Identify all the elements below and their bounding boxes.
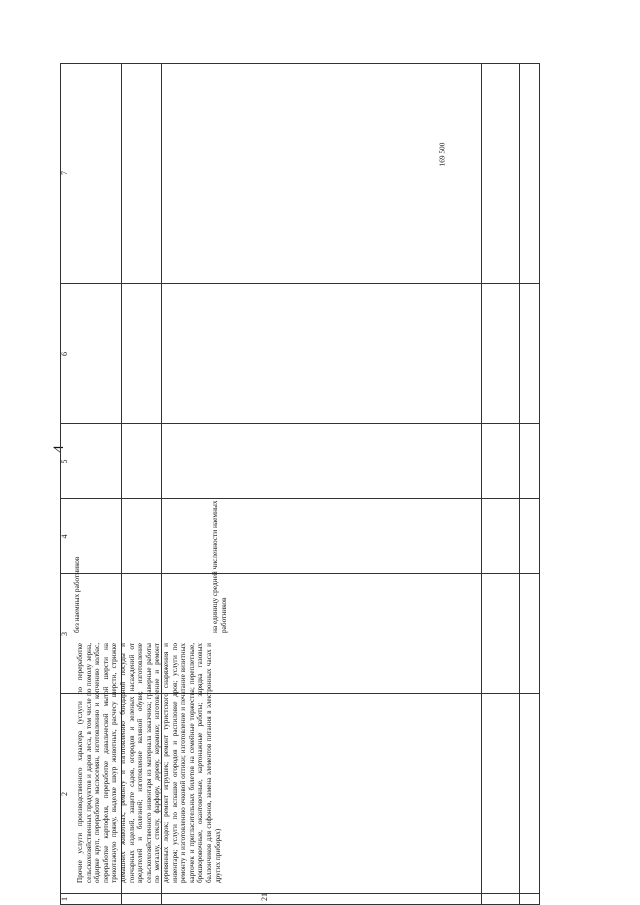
header-col-5: 5 xyxy=(60,459,69,464)
header-col-3: 3 xyxy=(60,632,69,636)
row-number: 21 xyxy=(260,893,269,901)
row-sub-label: без наемных работников xyxy=(72,556,81,633)
row-sub-label: на единицу средней численности наемных работников xyxy=(210,500,228,633)
header-col-4: 4 xyxy=(60,534,69,539)
row-description: Прочие услуги производственного характера (услуги по переработке сельскохозяйственных продуктов и даров леса, в том числе по помолу зерна, обдирке круп, переработке маслосемян, изготовлению и копчению колбас, переработке картофеля, переработке давальческой мытой шерсти на трикотажную пряжу, выделке шкур животных, расчесу шерсти, стрижке домашних животных, ремонту и изготовлению бондарной посуды и гончарных изделий, защите садов, огородов и зеленых насаждений от вредителей и болезней; изготовление валяной обуви; изготовление сельскохозяйственного инвентаря из материала заказчика; граверные работы по металлу, стеклу, фарфору, дереву, керамике; изготовление и ремонт деревянных лодок; ремонт игрушек; ремонт туристского снаряжения и инвентаря; услуги по вспашке огородов и распиловке дров; услуги по ремонту и изготовлению очковой оптики; изготовление и печатание визитных карточек и пригласительных билетов на семейные торжества; переплетные, брошюровочные, окантовочные, картонажные работы; зарядка газовых баллончиков для сифонов, замена элементов питания в электронных часах и других приборах) xyxy=(76,643,222,883)
header-col-6: 6 xyxy=(60,352,69,356)
header-col-1: 1 xyxy=(60,897,69,901)
cell-value: 169 500 xyxy=(437,142,447,167)
header-col-2: 2 xyxy=(60,792,69,796)
page-number: 4 xyxy=(51,445,67,453)
header-col-7: 7 xyxy=(60,171,69,175)
